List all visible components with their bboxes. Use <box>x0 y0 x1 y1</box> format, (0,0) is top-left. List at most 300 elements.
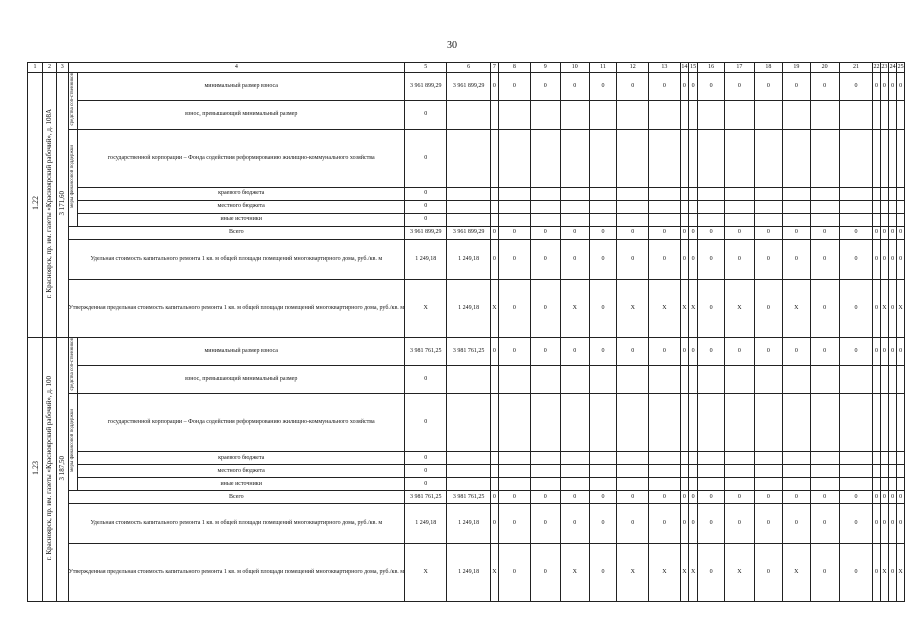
item-number-text: 1.22 <box>30 196 40 211</box>
value-cell <box>782 101 810 129</box>
value-cell: X <box>897 544 905 602</box>
value-cell <box>589 365 617 393</box>
column-header: 2 <box>43 63 57 73</box>
value-cell: 0 <box>405 101 447 129</box>
row-label: краевого бюджета <box>78 187 405 200</box>
row-label: местного бюджета <box>78 465 405 478</box>
value-cell <box>810 365 839 393</box>
value-cell <box>810 200 839 213</box>
value-cell: X <box>405 544 447 602</box>
value-cell: 0 <box>589 279 617 337</box>
value-cell <box>589 187 617 200</box>
value-cell <box>873 365 881 393</box>
value-cell <box>560 478 589 491</box>
value-cell <box>617 200 649 213</box>
value-cell <box>490 465 498 478</box>
value-cell <box>698 200 725 213</box>
value-cell: 0 <box>873 337 881 365</box>
value-cell: X <box>617 279 649 337</box>
value-cell: 0 <box>617 73 649 101</box>
value-cell <box>889 200 897 213</box>
value-cell <box>889 452 897 465</box>
column-header: 7 <box>490 63 498 73</box>
value-cell: 0 <box>405 394 447 452</box>
value-cell <box>880 465 888 478</box>
column-header: 11 <box>589 63 617 73</box>
value-cell <box>689 213 698 226</box>
value-cell: X <box>680 279 689 337</box>
item-number-text: 1.23 <box>30 460 40 475</box>
value-cell: X <box>689 279 698 337</box>
value-cell <box>617 394 649 452</box>
value-cell: 0 <box>725 337 755 365</box>
value-cell <box>897 101 905 129</box>
column-header: 5 <box>405 63 447 73</box>
value-cell: 0 <box>498 544 530 602</box>
value-cell: 0 <box>754 544 782 602</box>
table-row <box>28 239 905 279</box>
row-label: Удельная стоимость капитального ремонта 1 кв. м общей площади помещений многоквартирного дома, руб./кв. м <box>68 239 405 279</box>
value-cell: 0 <box>498 337 530 365</box>
value-cell: 0 <box>810 337 839 365</box>
value-cell: 0 <box>530 491 560 504</box>
value-cell: 0 <box>405 129 447 187</box>
value-cell <box>873 129 881 187</box>
value-cell: 0 <box>810 491 839 504</box>
value-cell: 0 <box>698 239 725 279</box>
value-cell: 0 <box>880 73 888 101</box>
row-label: государственной корпорации – Фонда содействия реформированию жилищно-коммунального хозяйства <box>78 129 405 187</box>
value-cell <box>560 465 589 478</box>
value-cell: 0 <box>782 73 810 101</box>
value-cell <box>589 394 617 452</box>
value-cell <box>889 187 897 200</box>
value-cell <box>897 213 905 226</box>
value-cell <box>680 478 689 491</box>
value-cell <box>839 187 873 200</box>
value-cell <box>698 465 725 478</box>
value-cell: 0 <box>490 239 498 279</box>
value-cell: 0 <box>839 504 873 544</box>
value-cell: 0 <box>698 73 725 101</box>
value-cell <box>680 365 689 393</box>
value-cell <box>560 365 589 393</box>
value-cell <box>617 452 649 465</box>
value-cell <box>560 394 589 452</box>
value-cell <box>530 101 560 129</box>
value-cell: 0 <box>560 504 589 544</box>
table-row <box>28 73 905 101</box>
value-cell: 0 <box>405 200 447 213</box>
table-row <box>28 504 905 544</box>
value-cell: 0 <box>405 365 447 393</box>
column-header: 1 <box>28 63 43 73</box>
group-owner-funds <box>68 337 78 394</box>
value-cell: 0 <box>754 491 782 504</box>
value-cell <box>782 478 810 491</box>
value-cell: 0 <box>880 226 888 239</box>
value-cell <box>680 394 689 452</box>
value-cell <box>447 365 490 393</box>
value-cell <box>873 187 881 200</box>
value-cell <box>589 452 617 465</box>
value-cell <box>490 101 498 129</box>
value-cell <box>889 129 897 187</box>
value-cell <box>725 129 755 187</box>
value-cell <box>698 129 725 187</box>
value-cell <box>560 213 589 226</box>
value-cell <box>560 101 589 129</box>
value-cell <box>810 213 839 226</box>
value-cell: 0 <box>560 239 589 279</box>
value-cell <box>680 101 689 129</box>
value-cell <box>498 478 530 491</box>
value-cell: 0 <box>589 491 617 504</box>
value-cell <box>725 200 755 213</box>
value-cell: 0 <box>405 465 447 478</box>
table-row <box>28 101 905 129</box>
value-cell <box>530 394 560 452</box>
value-cell <box>873 200 881 213</box>
value-cell: 0 <box>589 226 617 239</box>
building-address-text: г. Красноярск, пр. им. газеты «Красноярский рабочий», д. 100 <box>45 375 54 560</box>
value-cell <box>447 200 490 213</box>
value-cell <box>839 465 873 478</box>
value-cell <box>725 365 755 393</box>
value-cell: 0 <box>698 544 725 602</box>
value-cell <box>530 452 560 465</box>
value-cell: 0 <box>490 491 498 504</box>
building-area <box>57 337 69 602</box>
value-cell: 1 249,18 <box>447 544 490 602</box>
value-cell <box>689 394 698 452</box>
value-cell: 0 <box>498 504 530 544</box>
column-header: 24 <box>889 63 897 73</box>
value-cell <box>754 478 782 491</box>
value-cell: 0 <box>689 73 698 101</box>
value-cell: X <box>725 544 755 602</box>
value-cell <box>782 213 810 226</box>
value-cell <box>498 465 530 478</box>
row-label: Всего <box>68 491 405 504</box>
table-row <box>28 129 905 187</box>
value-cell <box>880 365 888 393</box>
value-cell: 0 <box>680 239 689 279</box>
table-row <box>28 187 905 200</box>
value-cell <box>754 394 782 452</box>
value-cell <box>873 465 881 478</box>
value-cell <box>617 365 649 393</box>
value-cell <box>649 129 680 187</box>
value-cell <box>880 200 888 213</box>
value-cell: 0 <box>689 239 698 279</box>
row-label: Удельная стоимость капитального ремонта 1 кв. м общей площади помещений многоквартирного дома, руб./кв. м <box>68 504 405 544</box>
value-cell: 0 <box>889 337 897 365</box>
value-cell <box>839 394 873 452</box>
value-cell <box>689 187 698 200</box>
value-cell <box>498 187 530 200</box>
column-header: 21 <box>839 63 873 73</box>
value-cell <box>689 365 698 393</box>
value-cell: 0 <box>782 504 810 544</box>
value-cell: X <box>897 279 905 337</box>
row-label: государственной корпорации – Фонда содействия реформированию жилищно-коммунального хозяйства <box>78 394 405 452</box>
value-cell: 0 <box>897 239 905 279</box>
value-cell <box>754 213 782 226</box>
value-cell: 3 961 899,29 <box>405 226 447 239</box>
column-header: 9 <box>530 63 560 73</box>
value-cell: 0 <box>689 504 698 544</box>
table-row <box>28 465 905 478</box>
value-cell <box>754 200 782 213</box>
value-cell <box>617 187 649 200</box>
value-cell: 0 <box>897 337 905 365</box>
value-cell: 0 <box>405 213 447 226</box>
value-cell <box>839 101 873 129</box>
value-cell <box>880 213 888 226</box>
value-cell <box>698 187 725 200</box>
value-cell <box>447 478 490 491</box>
value-cell <box>725 478 755 491</box>
value-cell: 0 <box>873 504 881 544</box>
value-cell <box>689 101 698 129</box>
column-header: 16 <box>698 63 725 73</box>
value-cell: 0 <box>889 226 897 239</box>
page-number: 30 <box>447 40 457 51</box>
value-cell: 0 <box>839 279 873 337</box>
group-financial-support-text: меры финансовой поддержки <box>69 144 75 208</box>
value-cell <box>530 213 560 226</box>
row-label: краевого бюджета <box>78 452 405 465</box>
column-header: 6 <box>447 63 490 73</box>
value-cell: 0 <box>490 504 498 544</box>
value-cell <box>617 101 649 129</box>
value-cell <box>689 452 698 465</box>
item-number <box>28 337 43 602</box>
value-cell <box>810 478 839 491</box>
value-cell: 0 <box>889 504 897 544</box>
value-cell: 0 <box>873 226 881 239</box>
value-cell: 0 <box>839 544 873 602</box>
value-cell <box>530 187 560 200</box>
value-cell: 0 <box>839 337 873 365</box>
value-cell: 0 <box>405 452 447 465</box>
group-financial-support <box>68 129 78 226</box>
value-cell <box>649 200 680 213</box>
value-cell <box>754 187 782 200</box>
value-cell <box>530 200 560 213</box>
value-cell <box>873 478 881 491</box>
value-cell <box>698 213 725 226</box>
table-row <box>28 226 905 239</box>
value-cell: 0 <box>782 239 810 279</box>
value-cell <box>782 465 810 478</box>
value-cell: 0 <box>725 239 755 279</box>
column-header: 25 <box>897 63 905 73</box>
value-cell <box>649 465 680 478</box>
value-cell: 0 <box>839 491 873 504</box>
value-cell <box>698 101 725 129</box>
value-cell: 0 <box>725 491 755 504</box>
value-cell <box>490 394 498 452</box>
value-cell: 0 <box>873 73 881 101</box>
value-cell <box>649 452 680 465</box>
building-address <box>43 73 57 338</box>
value-cell <box>897 478 905 491</box>
value-cell <box>680 187 689 200</box>
value-cell: 3 981 761,25 <box>405 337 447 365</box>
value-cell <box>897 394 905 452</box>
value-cell: 0 <box>725 73 755 101</box>
value-cell <box>782 187 810 200</box>
column-header: 17 <box>725 63 755 73</box>
value-cell: 0 <box>589 544 617 602</box>
value-cell <box>680 452 689 465</box>
value-cell <box>689 465 698 478</box>
value-cell <box>490 365 498 393</box>
row-label: Всего <box>68 226 405 239</box>
column-header: 19 <box>782 63 810 73</box>
value-cell: X <box>782 544 810 602</box>
value-cell: 0 <box>530 239 560 279</box>
repair-cost-table <box>27 62 905 602</box>
column-header: 10 <box>560 63 589 73</box>
value-cell: X <box>782 279 810 337</box>
value-cell: 0 <box>839 239 873 279</box>
value-cell: 0 <box>889 279 897 337</box>
value-cell <box>897 129 905 187</box>
row-label: местного бюджета <box>78 200 405 213</box>
column-header: 15 <box>689 63 698 73</box>
value-cell: 0 <box>589 337 617 365</box>
value-cell: 0 <box>880 337 888 365</box>
value-cell: 0 <box>754 279 782 337</box>
value-cell: 1 249,18 <box>405 239 447 279</box>
column-header: 22 <box>873 63 881 73</box>
value-cell <box>680 129 689 187</box>
value-cell <box>680 465 689 478</box>
value-cell: 0 <box>405 187 447 200</box>
value-cell <box>680 200 689 213</box>
value-cell <box>498 452 530 465</box>
value-cell: 0 <box>498 279 530 337</box>
row-label: минимальный размер взноса <box>78 73 405 101</box>
value-cell <box>839 365 873 393</box>
value-cell: 0 <box>839 226 873 239</box>
value-cell <box>689 200 698 213</box>
table-row <box>28 279 905 337</box>
value-cell <box>880 394 888 452</box>
value-cell <box>698 394 725 452</box>
value-cell <box>589 478 617 491</box>
value-cell: 0 <box>880 491 888 504</box>
value-cell: X <box>490 544 498 602</box>
table-row <box>28 200 905 213</box>
value-cell <box>897 365 905 393</box>
value-cell: X <box>649 544 680 602</box>
value-cell: X <box>560 279 589 337</box>
value-cell: 0 <box>589 504 617 544</box>
value-cell <box>447 129 490 187</box>
value-cell: 0 <box>498 226 530 239</box>
value-cell: 0 <box>689 491 698 504</box>
value-cell: 0 <box>725 504 755 544</box>
value-cell <box>889 478 897 491</box>
value-cell: 0 <box>617 504 649 544</box>
value-cell <box>498 200 530 213</box>
value-cell: 0 <box>725 226 755 239</box>
value-cell: 0 <box>873 491 881 504</box>
value-cell <box>782 394 810 452</box>
value-cell: 0 <box>680 337 689 365</box>
value-cell <box>490 129 498 187</box>
value-cell: 0 <box>530 504 560 544</box>
value-cell: 0 <box>810 226 839 239</box>
value-cell <box>560 200 589 213</box>
value-cell <box>782 129 810 187</box>
value-cell: 0 <box>839 73 873 101</box>
value-cell <box>447 465 490 478</box>
value-cell: 3 961 899,29 <box>447 73 490 101</box>
value-cell <box>698 452 725 465</box>
table-row <box>28 394 905 452</box>
value-cell <box>649 478 680 491</box>
value-cell: 0 <box>530 279 560 337</box>
value-cell <box>880 187 888 200</box>
row-label: минимальный размер взноса <box>78 337 405 365</box>
value-cell: 0 <box>530 544 560 602</box>
value-cell <box>839 478 873 491</box>
value-cell <box>589 101 617 129</box>
value-cell: 0 <box>889 73 897 101</box>
value-cell <box>649 213 680 226</box>
value-cell: 0 <box>754 73 782 101</box>
value-cell: 0 <box>498 73 530 101</box>
value-cell <box>897 465 905 478</box>
value-cell <box>649 365 680 393</box>
value-cell: 0 <box>698 279 725 337</box>
value-cell <box>754 101 782 129</box>
group-owner-funds-text: средства соб-ственников <box>69 337 75 391</box>
value-cell <box>873 394 881 452</box>
value-cell <box>880 129 888 187</box>
value-cell: 0 <box>649 491 680 504</box>
column-header: 12 <box>617 63 649 73</box>
value-cell <box>873 452 881 465</box>
value-cell: X <box>689 544 698 602</box>
value-cell <box>617 129 649 187</box>
value-cell: 0 <box>680 226 689 239</box>
value-cell <box>689 129 698 187</box>
value-cell <box>889 465 897 478</box>
value-cell <box>725 452 755 465</box>
value-cell <box>782 452 810 465</box>
value-cell <box>754 365 782 393</box>
value-cell <box>810 394 839 452</box>
value-cell <box>725 394 755 452</box>
value-cell: 0 <box>405 478 447 491</box>
value-cell: 0 <box>810 279 839 337</box>
value-cell: 0 <box>880 504 888 544</box>
value-cell: 0 <box>754 504 782 544</box>
value-cell: 0 <box>490 226 498 239</box>
value-cell <box>754 452 782 465</box>
value-cell <box>447 394 490 452</box>
table-row <box>28 337 905 365</box>
table-row <box>28 452 905 465</box>
row-label: Утвержденная предельная стоимость капитального ремонта 1 кв. м общей площади помещений многоквартирного дома, руб./кв. м <box>68 544 405 602</box>
row-label: Утвержденная предельная стоимость капитального ремонта 1 кв. м общей площади помещений многоквартирного дома, руб./кв. м <box>68 279 405 337</box>
